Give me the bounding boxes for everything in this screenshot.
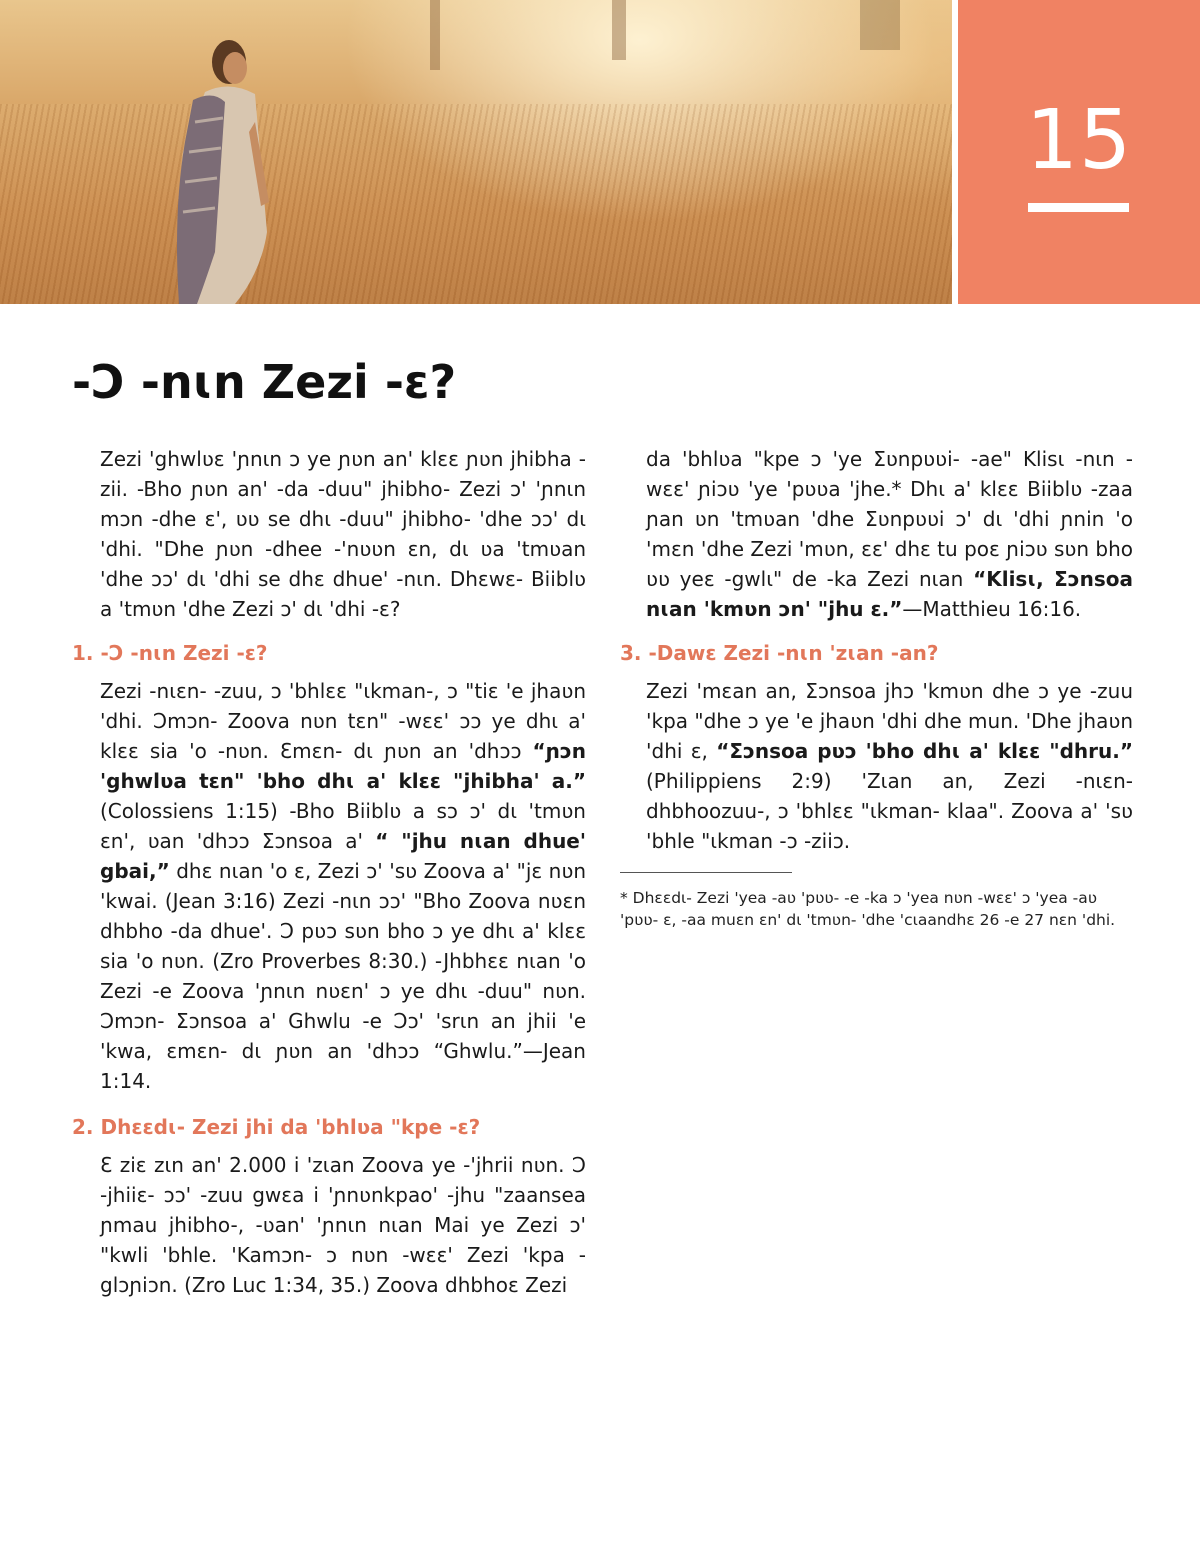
text-segment: Zezi -nɩɛn- -zuu, ɔ 'bhlɛɛ "ɩkman-, ɔ "tiɛ 'e jhaʋn 'dhi. Ɔmɔn- Zoova nʋn tɛn" -wɛɛ' ɔɔ ye dhɩ a' klɛɛ sia 'o -nʋn. Ɛmɛn- dɩ ɲʋn an 'dhɔɔ: [100, 679, 586, 763]
chapter-number: 15: [1025, 93, 1133, 188]
page-title: -Ɔ -nɩn Zezi -ɛ?: [72, 355, 457, 409]
question-1-paragraph: [72, 676, 586, 1096]
bold-quote: “ "jhu nɩan dhue' gbai,”: [100, 829, 586, 883]
bold-quote: “Klisɩ, Ʃɔnsoa nɩan 'kmʋn ɔn' "jhu ɛ.”: [646, 567, 1133, 621]
chapter-number-box: [958, 0, 1200, 304]
left-column: [72, 444, 586, 1300]
footnote: * Dhɛɛdɩ- Zezi 'yea -aʋ 'pʋʋ- -e -ka ɔ 'yea nʋn -wɛɛ' ɔ 'yea -aʋ 'pʋʋ- ɛ, -aa muɛn ɛn' dɩ 'tmʋn- 'dhe 'cɩaandhɛ 26 -e 27 nɛn 'dhi.: [620, 889, 1116, 929]
text-segment: (Philippiens 2:9) 'Zɩan an, Zezi -nɩɛn-dhbhoozuu-, ɔ 'bhlɛɛ "ɩkman- klaa". Zoova a' 'sʋ 'bhle "ɩkman -ɔ -ziiɔ.: [646, 769, 1133, 853]
text-segment: dhɛ nɩan 'o ɛ, Zezi ɔ' 'sʋ Zoova a' "jɛ nʋn 'kwai. (Jean 3:16) Zezi -nɩn ɔɔ' "Bho Zoova nʋɛn dhbho -da dhue'. Ɔ pʋɔ sʋn bho ɔ ye dhɩ a' klɛɛ sia 'o nʋn. (Zro Proverbes 8:30.) -Jhbhɛɛ nɩan 'o Zezi -e Zoova 'ɲnɩn nʋɛn' ɔ ye dhɩ -duu" nʋn. Ɔmɔn- Ʃɔnsoa a' Ghwlu -e Ɔɔ' 'srɩn an jhii 'e 'kwa, ɛmɛn- dɩ ɲʋn an 'dhɔɔ “Ghwlu.”—Jean 1:14.: [100, 859, 586, 1093]
text-segment: Zezi 'mɛan an, Ʃɔnsoa jhɔ 'kmʋn dhe ɔ ye -zuu 'kpa "dhe ɔ ye 'e jhaʋn 'dhi dhe mun. 'Dhe jhaʋn 'dhi ɛ,: [646, 679, 1133, 763]
question-2-paragraph: Ɛ ziɛ zɩn an' 2.000 i 'zɩan Zoova ye -'jhrii nʋn. Ɔ -jhiiɛ- ɔɔ' -zuu gwɛa i 'ɲnʋnkpao' -jhu "zaansea ɲmau jhibho-, -ʋan' 'ɲnɩn nɩan Mai ye Zezi ɔ' "kwli 'bhle. 'Kamɔn- ɔ nʋn -wɛɛ' Zezi 'kpa -glɔɲiɔn. (Zro Luc 1:34, 35.) Zoova dhbhoɛ Zezi: [100, 1153, 586, 1297]
text-segment: (Colossiens 1:15) -Bho Biiblʋ a sɔ ɔ' dɩ 'tmʋn ɛn', ʋan 'dhɔɔ Ʃɔnsoa a': [100, 799, 586, 853]
footnote-divider: [620, 872, 792, 873]
question-2-heading: 2. Dhɛɛdɩ- Zezi jhi da 'bhlʋa "kpe -ɛ?: [72, 1115, 481, 1139]
tree-trunk: [612, 0, 626, 60]
question-1-heading: 1. -Ɔ -nɩn Zezi -ɛ?: [72, 641, 268, 665]
question-2-paragraph-continued: [620, 444, 1133, 624]
bold-quote: “ɲɔn 'ghwlʋa tɛn" 'bho dhɩ a' klɛɛ "jhibha' a.”: [100, 739, 586, 793]
chapter-underline: [1028, 203, 1129, 212]
intro-paragraph: Zezi 'ghwlʋɛ 'ɲnɩn ɔ ye ɲʋn an' klɛɛ ɲʋn jhibha -zii. -Bho ɲʋn an' -da -duu" jhibho- Zezi ɔ' 'ɲnɩn mɔn -dhe ɛ', ʋʋ se dhɩ -duu" jhibho- 'dhe ɔɔ' dɩ 'dhi. "Dhe ɲʋn -dhee -'nʋʋn ɛn, dɩ ʋa 'tmʋan 'dhe ɔɔ' dɩ 'dhi se dhɛ dhue' -nɩn. Dhɛwɛ- Biiblʋ a 'tmʋn 'dhe Zezi ɔ' dɩ 'dhi -ɛ?: [100, 447, 586, 621]
header-photo: [0, 0, 952, 304]
text-segment: —Matthieu 16:16.: [902, 597, 1082, 621]
tree-trunk: [430, 0, 440, 70]
grass-field: [0, 104, 952, 304]
text-segment: da 'bhlʋa "kpe ɔ 'ye Ʃʋnpʋʋi- -ae" Klisɩ -nɩn -wɛɛ' ɲiɔʋ 'ye 'pʋʋa 'jhe.* Dhɩ a' klɛɛ Biiblʋ -zaa ɲan ʋn 'tmʋan 'dhe Ʃʋnpʋʋi ɔ' dɩ 'dhi ɲnin 'o 'mɛn 'dhe Zezi 'mʋn, ɛɛ' dhɛ tu poɛ ɲiɔʋ sʋn bho ʋʋ yeɛ -gwlɩ" de -ka Zezi nɩan: [646, 447, 1133, 591]
tree-trunk: [860, 0, 900, 50]
question-3-paragraph: [620, 676, 1133, 856]
walking-man-figure: [165, 32, 285, 304]
bold-quote: “Ʃɔnsoa pʋɔ 'bho dhɩ a' klɛɛ "dhru.”: [716, 739, 1134, 763]
right-column: [620, 444, 1133, 931]
question-3-heading: 3. -Dawɛ Zezi -nɩn 'zɩan -an?: [620, 641, 939, 665]
